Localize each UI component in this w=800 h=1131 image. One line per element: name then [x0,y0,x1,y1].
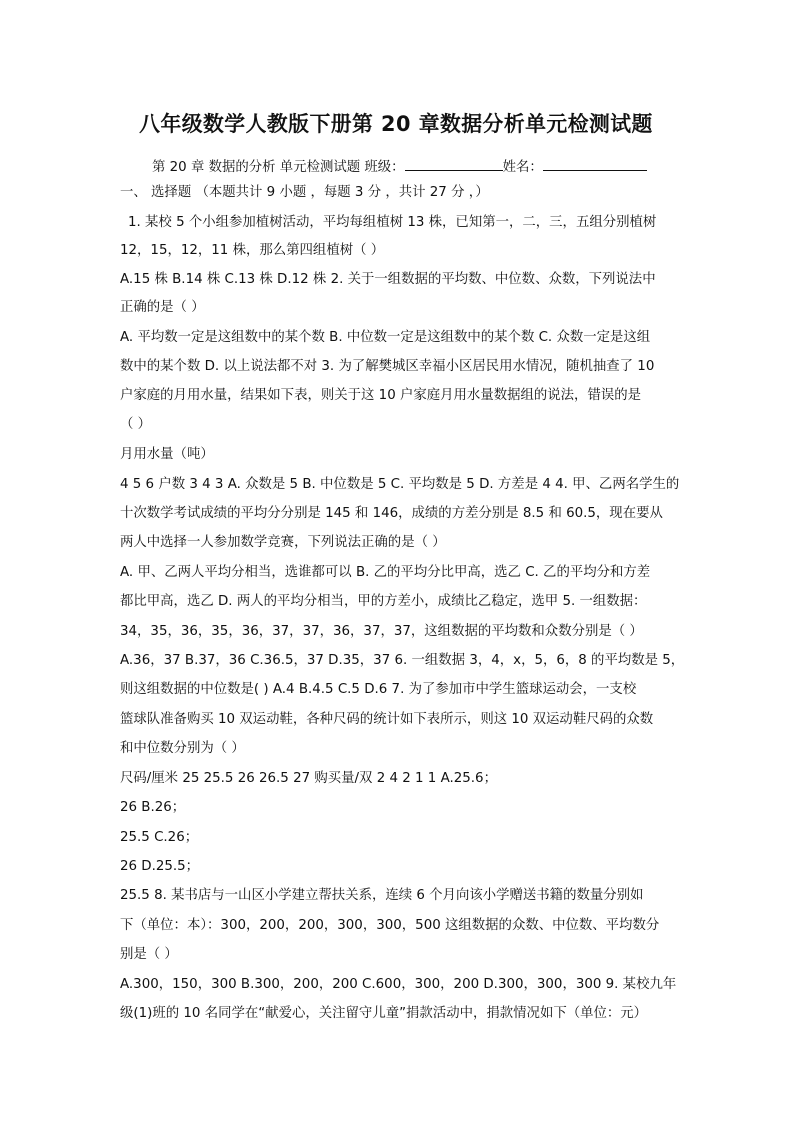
text-line: 级(1)班的 10 名同学在“献爱心，关注留守儿童”捐款活动中，捐款情况如下（单位：元） [120,1006,648,1021]
section-heading: 一、 选择题 （本题共计 9 小题 ，每题 3 分 ，共计 27 分 ，） [120,185,489,200]
text-line: 34，35，36，35，36，37，37，36，37，37，这组数据的平均数和众数分别是（ ） [120,624,643,639]
text-line: 25.5 C.26； [120,830,199,845]
document-title: 八年级数学人教版下册第 20 章数据分析单元检测试题 [139,112,653,136]
class-blank [405,156,503,171]
text-line: 26 D.25.5； [120,859,200,874]
text-line: 别是（ ） [120,947,178,962]
text-line: 下（单位：本）：300，200，200，300，300，500 这组数据的众数、中位数、平均数分 [120,918,660,933]
text-line: A.300，150，300 B.300，200，200 C.600，300，200 D.300，300，300 9. 某校九年 [120,977,677,992]
header-prefix: 第 20 章 数据的分析 单元检测试题 班级： [152,160,405,175]
text-line: 两人中选择一人参加数学竞赛，下列说法正确的是（ ） [120,535,446,550]
text-line: 26 B.26； [120,800,186,815]
text-line: 正确的是（ ） [120,300,205,315]
text-line: 十次数学考试成绩的平均分分别是 145 和 146，成绩的方差分别是 8.5 和 60.5，现在要从 [120,506,663,521]
text-line: 户家庭的月用水量，结果如下表，则关于这 10 户家庭月用水量数据组的说法，错误的是 [120,388,642,403]
text-line: 25.5 8. 某书店与一山区小学建立帮扶关系，连续 6 个月向该小学赠送书籍的数量分别如 [120,888,644,903]
name-blank [543,156,647,171]
text-line: 4 5 6 户数 3 4 3 A. 众数是 5 B. 中位数是 5 C. 平均数是 5 D. 方差是 4 4. 甲、乙两名学生的 [120,477,680,492]
text-line: 尺码/厘米 25 25.5 26 26.5 27 购买量/双 2 4 2 1 1 A.25.6； [120,771,497,786]
text-line: 数中的某个数 D. 以上说法都不对 3. 为了解樊城区幸福小区居民用水情况，随机抽查了 10 [120,359,655,374]
text-line: A. 平均数一定是这组数中的某个数 B. 中位数一定是这组数中的某个数 C. 众数一定是这组 [120,330,651,345]
text-line: 都比甲高，选乙 D. 两人的平均分相当，甲的方差小，成绩比乙稳定，选甲 5. 一组数据： [120,594,647,609]
header-line [152,156,647,177]
name-label: 姓名： [502,160,543,175]
text-line: A.36，37 B.37，36 C.36.5，37 D.35，37 6. 一组数据 3，4，x，5，6，8 的平均数是 5， [120,653,685,668]
text-line: 12，15，12，11 株，那么第四组植树（ ） [120,243,385,258]
text-line: 和中位数分别为（ ） [120,741,245,756]
text-line: 月用水量（吨） [120,447,214,462]
text-line: A.15 株 B.14 株 C.13 株 D.12 株 2. 关于一组数据的平均数、中位数、众数，下列说法中 [120,272,656,287]
text-line: 篮球队准备购买 10 双运动鞋，各种尺码的统计如下表所示，则这 10 双运动鞋尺码的众数 [120,712,654,727]
text-line: 则这组数据的中位数是( ) A.4 B.4.5 C.5 D.6 7. 为了参加市中学生篮球运动会，一支校 [120,682,637,697]
text-line: 1. 某校 5 个小组参加植树活动，平均每组植树 13 株，已知第一，二，三，五组分别植树 [128,215,657,230]
text-line: （ ） [120,417,152,432]
text-line: A. 甲、乙两人平均分相当，选谁都可以 B. 乙的平均分比甲高，选乙 C. 乙的平均分和方差 [120,565,651,580]
